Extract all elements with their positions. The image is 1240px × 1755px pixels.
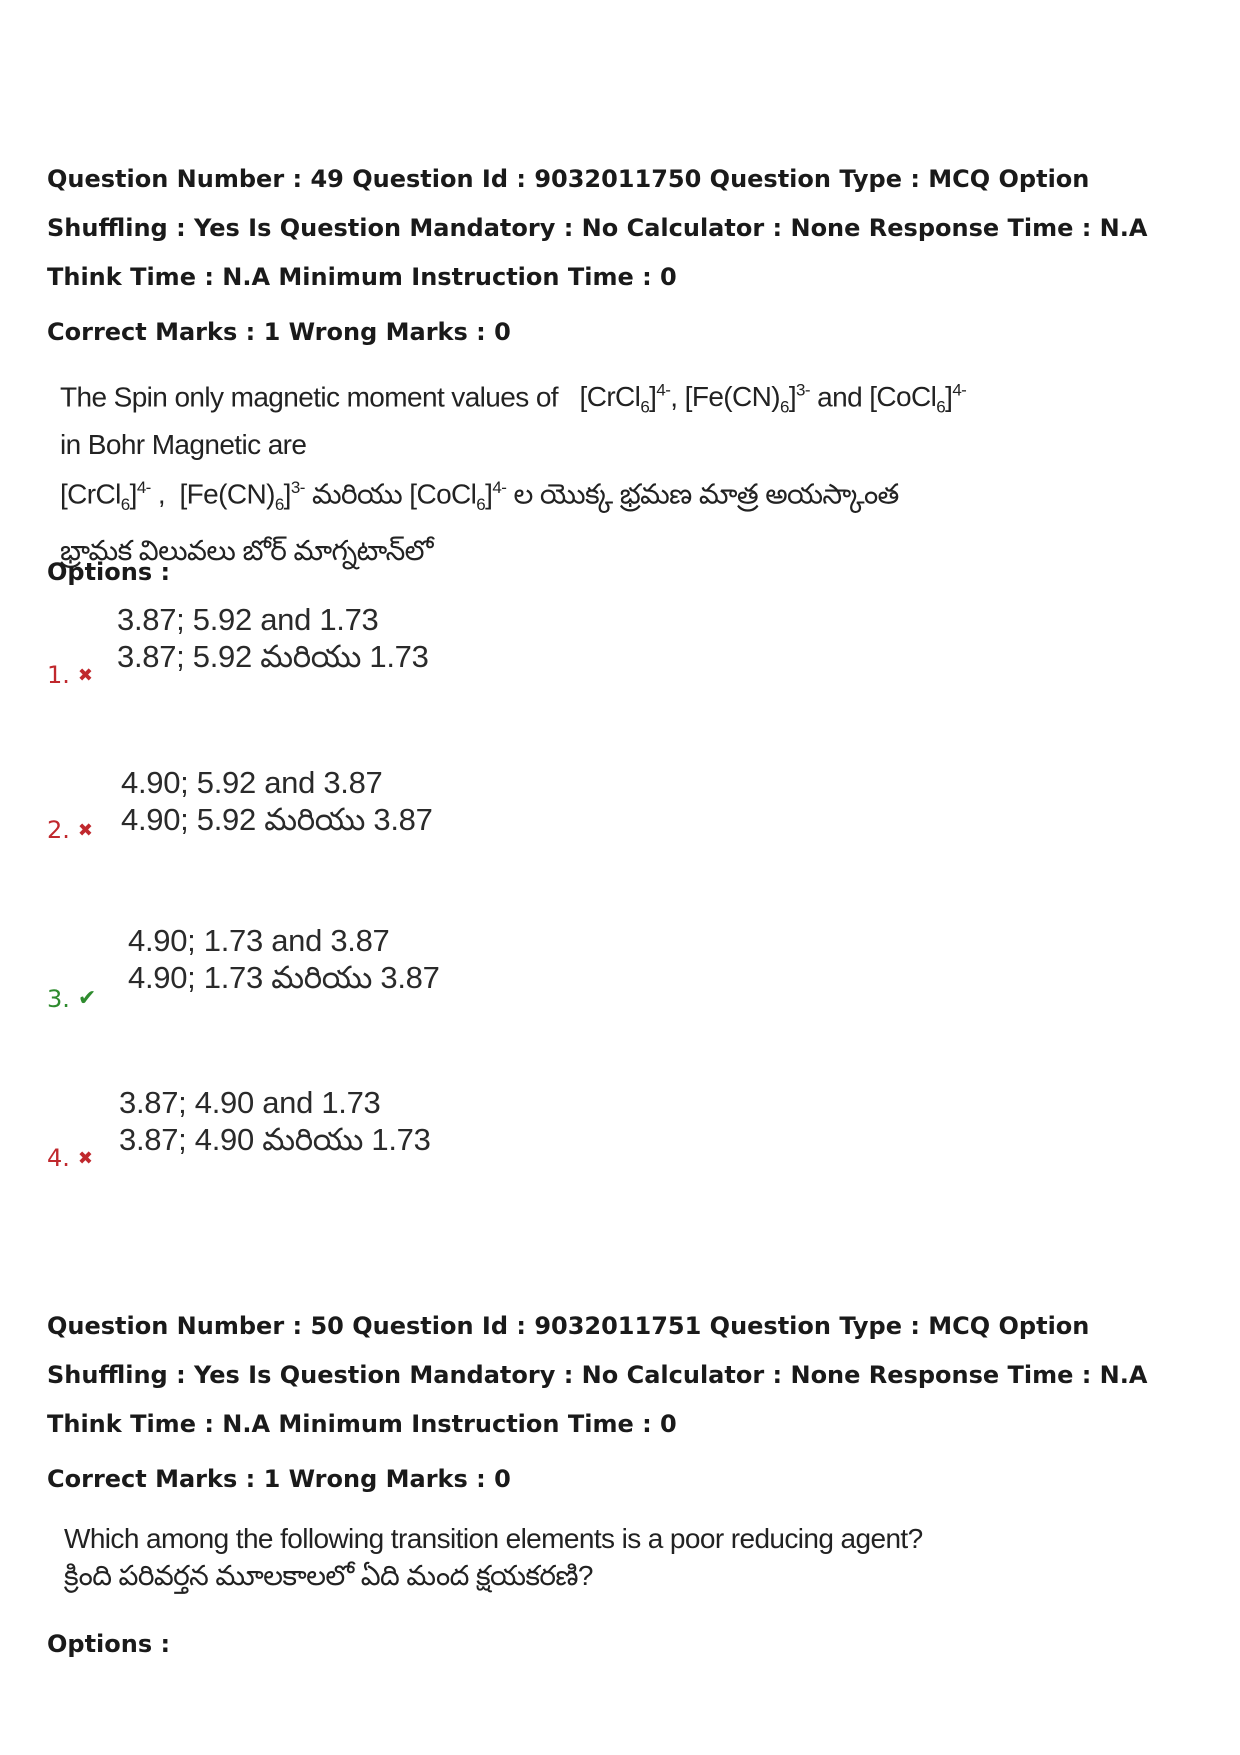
cross-mark-icon: ✖	[77, 1148, 93, 1169]
option-2-marker	[47, 816, 93, 844]
question-49-text	[60, 372, 966, 574]
cross-mark-icon: ✖	[77, 820, 93, 841]
option-4-english: 3.87; 4.90 and 1.73	[119, 1085, 381, 1120]
option-2-telugu: 4.90; 5.92 మరియు 3.87	[121, 802, 433, 837]
option-4-marker	[47, 1144, 93, 1172]
question-49-telugu-text: [CrCl$_6$]$^{4-}$ , $[Fe(CN)_6]^{3-}$ మరియు [CoCl$_6$]$^{4-}$ ల యొక్క భ్రమణ మాత్ర అయస్కాంత భ్రామక విలువలు బోర్ మాగ్నటాన్‌లో	[60, 477, 899, 566]
option-1-telugu: 3.87; 5.92 మరియు 1.73	[117, 639, 429, 674]
option-number: 3.	[47, 985, 70, 1013]
question-49-meta: Question Number : 49 Question Id : 9032011750 Question Type : MCQ Option Shuffling : Yes Is Question Mandatory : No Calculator : None Response Time : N.A Think Time : N.A Minimum Instruction Time : 0	[47, 165, 1148, 291]
option-2-text	[121, 764, 433, 838]
question-50-marks: Correct Marks : 1 Wrong Marks : 0	[47, 1465, 511, 1493]
option-number: 2.	[47, 816, 70, 844]
option-3-telugu: 4.90; 1.73 మరియు 3.87	[128, 960, 440, 995]
option-number: 4.	[47, 1144, 70, 1172]
question-50-options-label: Options :	[47, 1630, 171, 1658]
question-49-marks: Correct Marks : 1 Wrong Marks : 0	[47, 318, 511, 346]
question-50-meta: Question Number : 50 Question Id : 9032011751 Question Type : MCQ Option Shuffling : Yes Is Question Mandatory : No Calculator : None Response Time : N.A Think Time : N.A Minimum Instruction Time : 0	[47, 1312, 1148, 1438]
option-3-marker	[47, 985, 96, 1013]
question-49-english-line-2: in Bohr Magnetic are	[60, 428, 307, 460]
option-number: 1.	[47, 661, 70, 689]
option-1-text	[117, 601, 429, 675]
option-4-text	[119, 1084, 431, 1158]
question-49-options-label: Options :	[47, 558, 171, 586]
option-4-telugu: 3.87; 4.90 మరియు 1.73	[119, 1122, 431, 1157]
question-50-text	[64, 1520, 923, 1594]
question-49-english-line-1: The Spin only magnetic moment values of [CrCl$_6$]$^{4-}$, $[Fe(CN)_6]^{3-}$ and [CoCl$_6$]$^{4-}$	[60, 381, 967, 417]
complex-cocl6: [CoCl$_6$]$^{4-}$	[869, 381, 967, 417]
option-1-marker	[47, 661, 93, 689]
check-mark-icon: ✔	[77, 986, 97, 1011]
question-50-english: Which among the following transition elements is a poor reducing agent?	[64, 1523, 923, 1554]
option-3-english: 4.90; 1.73 and 3.87	[128, 923, 390, 958]
cross-mark-icon: ✖	[77, 665, 93, 686]
complex-crcl6: [CrCl$_6$]$^{4-}$	[579, 381, 671, 417]
question-50-telugu: క్రింది పరివర్తన మూలకాలలో ఏది మంద క్షయకరణి?	[64, 1560, 593, 1591]
complex-fecn6: $[Fe(CN)_6]^{3-}$	[684, 381, 810, 417]
option-2-english: 4.90; 5.92 and 3.87	[121, 765, 383, 800]
option-1-english: 3.87; 5.92 and 1.73	[117, 602, 379, 637]
option-3-text	[128, 922, 440, 996]
